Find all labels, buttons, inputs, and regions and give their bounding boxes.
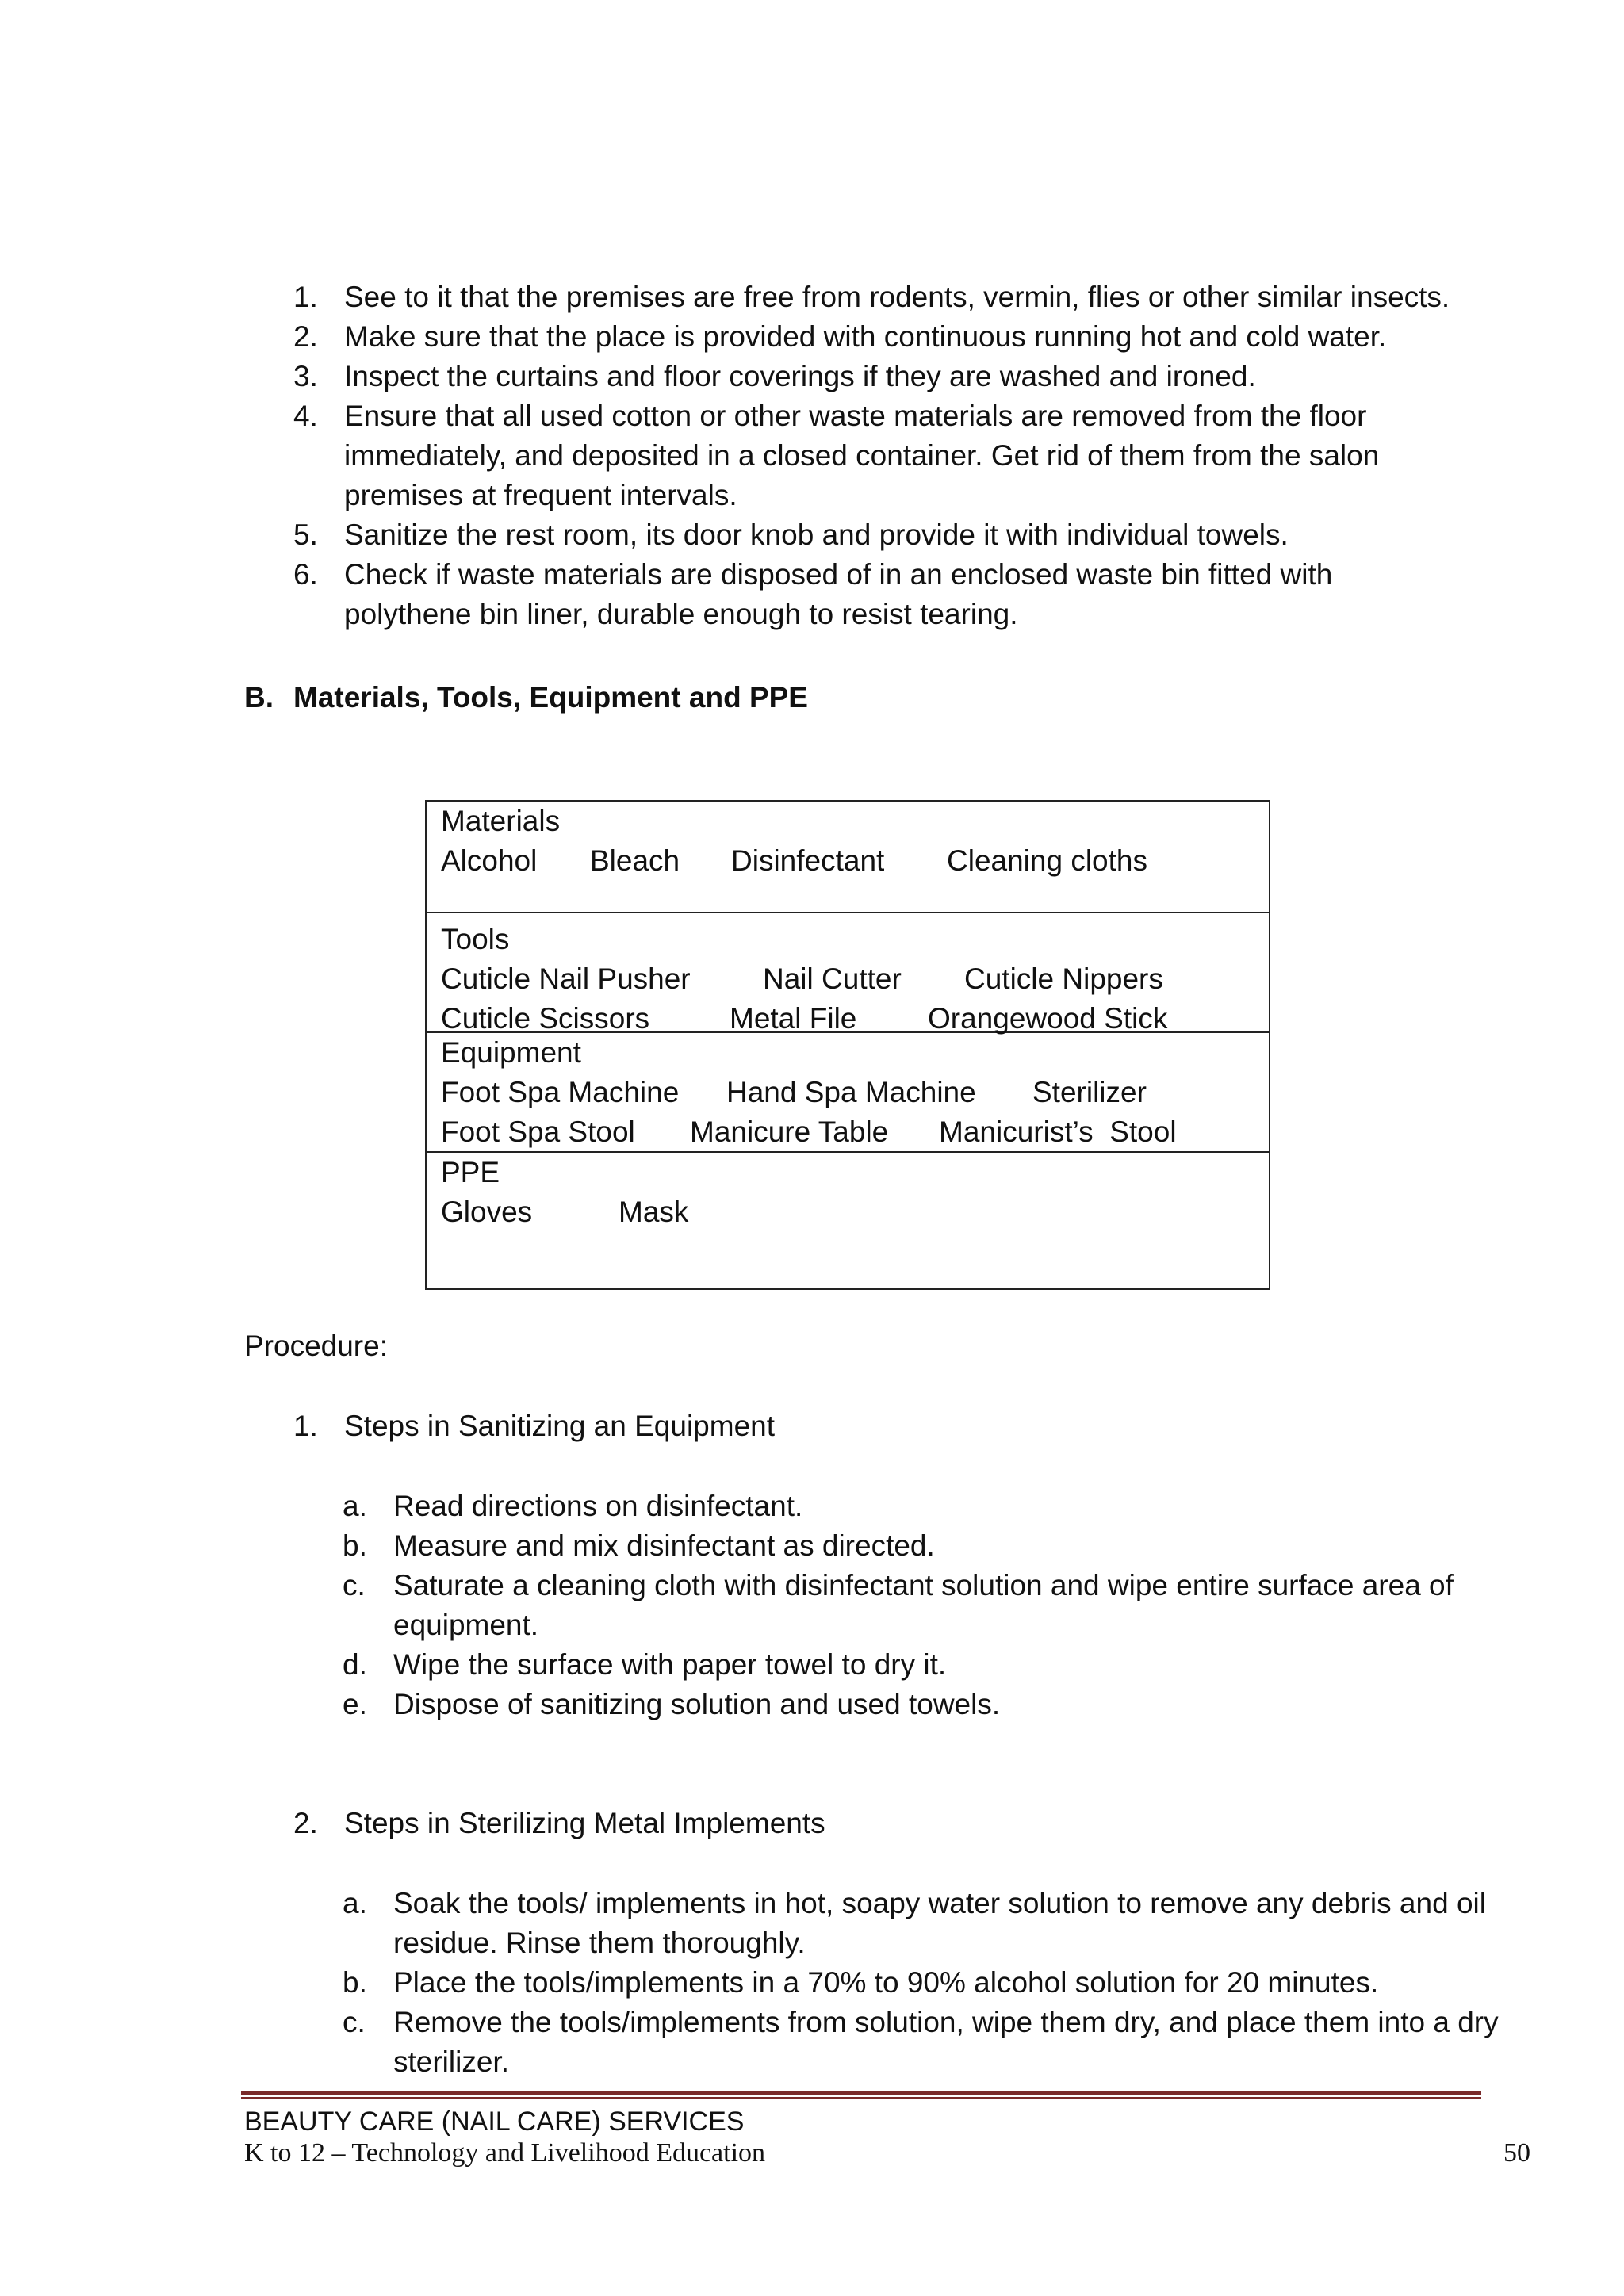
list-item <box>293 277 1499 317</box>
list-item <box>293 555 1499 634</box>
step-title-text: Steps in Sterilizing Metal Implements <box>344 1807 825 1839</box>
list-item <box>343 2003 1500 2082</box>
page-number: 50 <box>1503 2138 1530 2168</box>
tools-cell <box>427 913 1269 1033</box>
footer-title: BEAUTY CARE (NAIL CARE) SERVICES <box>244 2107 745 2137</box>
list-item <box>293 396 1499 515</box>
list-item <box>293 357 1499 396</box>
footer-rule-thin <box>241 2097 1481 2099</box>
footer-rule <box>241 2091 1481 2095</box>
list-letter: e. <box>343 1688 367 1720</box>
equipment-row <box>441 1112 1269 1152</box>
list-text: Wipe the surface with paper towel to dry it. <box>393 1648 947 1681</box>
materials-table <box>425 800 1270 1290</box>
list-letter: d. <box>343 1648 367 1681</box>
list-text: Sanitize the rest room, its door knob and provide it with individual towels. <box>344 519 1289 551</box>
material-item: Bleach <box>590 844 680 877</box>
ppe-item: Gloves <box>441 1196 533 1228</box>
tool-item: Cuticle Nail Pusher <box>441 962 691 995</box>
ppe-cell <box>427 1153 1269 1288</box>
list-item <box>343 1963 1500 2003</box>
list-number: 6. <box>293 558 318 591</box>
equipment-cell <box>427 1033 1269 1153</box>
list-text: Measure and mix disinfectant as directed. <box>393 1529 935 1562</box>
material-item: Alcohol <box>441 844 538 877</box>
list-item <box>343 1645 1500 1685</box>
list-letter: b. <box>343 1529 367 1562</box>
list-item <box>293 515 1499 555</box>
list-text: Dispose of sanitizing solution and used towels. <box>393 1688 1001 1720</box>
procedure-label: Procedure: <box>244 1330 388 1362</box>
list-number: 3. <box>293 360 318 392</box>
list-text: Inspect the curtains and floor coverings if they are washed and ironed. <box>344 360 1256 392</box>
ppe-row <box>441 1192 1269 1232</box>
materials-cell <box>427 802 1269 913</box>
list-number: 1. <box>293 281 318 313</box>
section-letter: B. <box>244 681 274 714</box>
list-item <box>343 1526 1500 1566</box>
tools-row <box>441 959 1269 999</box>
equipment-item: Manicure Table <box>690 1115 889 1148</box>
materials-row <box>441 841 1269 881</box>
list-letter: b. <box>343 1966 367 1999</box>
equipment-item: Hand Spa Machine <box>726 1076 976 1108</box>
step-title <box>293 1804 825 1843</box>
equipment-row <box>441 1073 1269 1112</box>
equipment-item: Manicurist’s Stool <box>939 1115 1177 1148</box>
step-title <box>293 1406 775 1446</box>
equipment-item: Foot Spa Stool <box>441 1115 635 1148</box>
footer-subtitle: K to 12 – Technology and Livelihood Education <box>244 2138 766 2168</box>
list-item <box>343 1884 1500 1963</box>
ppe-heading: PPE <box>441 1156 500 1188</box>
step-title-text: Steps in Sanitizing an Equipment <box>344 1410 776 1442</box>
list-text: Place the tools/implements in a 70% to 90% alcohol solution for 20 minutes. <box>393 1966 1379 1999</box>
list-letter: a. <box>343 1887 367 1919</box>
list-number: 5. <box>293 519 318 551</box>
list-text: Saturate a cleaning cloth with disinfectant solution and wipe entire surface area of equipment. <box>393 1569 1454 1641</box>
sanitizing-steps <box>343 1487 1500 1724</box>
step-number: 2. <box>293 1807 318 1839</box>
list-number: 4. <box>293 400 318 432</box>
material-item: Cleaning cloths <box>947 844 1147 877</box>
section-heading <box>244 678 808 718</box>
tool-item: Nail Cutter <box>763 962 902 995</box>
equipment-item: Sterilizer <box>1032 1076 1147 1108</box>
list-item <box>343 1685 1500 1724</box>
list-item <box>293 317 1499 357</box>
equipment-heading: Equipment <box>441 1036 581 1069</box>
list-item <box>343 1566 1500 1645</box>
equipment-item: Foot Spa Machine <box>441 1076 680 1108</box>
list-text: Ensure that all used cotton or other waste materials are removed from the floor immediately, and deposited in a closed container. Get rid of them from the salon premises at frequent intervals. <box>344 400 1380 511</box>
premises-checklist <box>293 277 1499 634</box>
list-letter: a. <box>343 1490 367 1522</box>
list-text: Remove the tools/implements from solution, wipe them dry, and place them into a dry sterilizer. <box>393 2006 1499 2078</box>
material-item: Disinfectant <box>731 844 885 877</box>
list-letter: c. <box>343 2006 366 2038</box>
tool-item: Cuticle Nippers <box>964 962 1163 995</box>
materials-heading: Materials <box>441 805 561 837</box>
step-number: 1. <box>293 1410 318 1442</box>
ppe-item: Mask <box>619 1196 689 1228</box>
list-text: Check if waste materials are disposed of in an enclosed waste bin fitted with polythene bin liner, durable enough to resist tearing. <box>344 558 1333 630</box>
sterilizing-steps <box>343 1884 1500 2082</box>
list-item <box>343 1487 1500 1526</box>
list-number: 2. <box>293 320 318 353</box>
list-text: See to it that the premises are free from rodents, vermin, flies or other similar insects. <box>344 281 1450 313</box>
tool-item: Orangewood Stick <box>928 1002 1168 1035</box>
list-text: Soak the tools/ implements in hot, soapy water solution to remove any debris and oil residue. Rinse them thoroughly. <box>393 1887 1486 1959</box>
tool-item: Cuticle Scissors <box>441 1002 650 1035</box>
section-title: Materials, Tools, Equipment and PPE <box>293 681 808 714</box>
list-text: Read directions on disinfectant. <box>393 1490 803 1522</box>
tool-item: Metal File <box>730 1002 857 1035</box>
list-letter: c. <box>343 1569 366 1601</box>
list-text: Make sure that the place is provided with continuous running hot and cold water. <box>344 320 1387 353</box>
tools-heading: Tools <box>441 923 510 955</box>
